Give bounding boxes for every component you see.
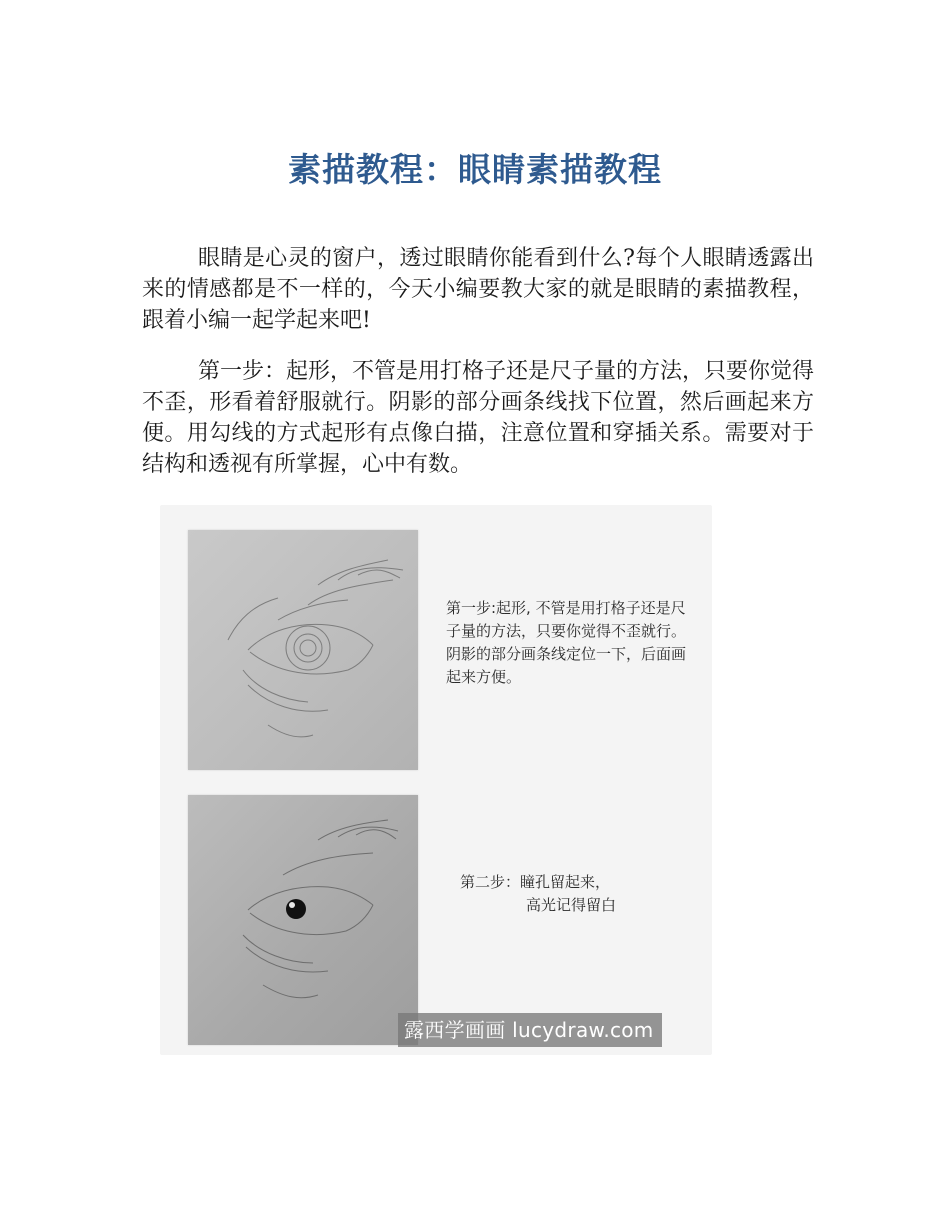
step2-sketch-image [188,795,418,1045]
step1-sketch-image [188,530,418,770]
step1-paragraph: 第一步：起形，不管是用打格子还是尺子量的方法，只要你觉得不歪，形看着舒服就行。阴影的部分画条线找下位置，然后画起来方便。用勾线的方式起形有点像白描，注意位置和穿插关系。需要对于结构和透视有所掌握，心中有数。 [142,359,815,477]
step2-caption [460,871,690,917]
tutorial-figure [160,505,712,1055]
intro-paragraph: 眼睛是心灵的窗户，透过眼睛你能看到什么?每个人眼睛透露出来的情感都是不一样的，今天小编要教大家的就是眼睛的素描教程，跟着小编一起学起来吧! [142,246,814,333]
step2-caption-line1: 第二步：瞳孔留起来， [460,873,611,891]
eye-outline-sketch [188,530,418,770]
document-title: 素描教程：眼睛素描教程 [288,150,662,189]
eye-pupil-sketch [188,795,418,1045]
watermark: 露西学画画 lucydraw.com [398,1013,662,1047]
step2-caption-line2: 高光记得留白 [526,896,617,914]
step1-caption: 第一步:起形, 不管是用打格子还是尺子量的方法，只要你觉得不歪就行。阴影的部分画条线定位一下，后面画起来方便。 [446,599,687,686]
